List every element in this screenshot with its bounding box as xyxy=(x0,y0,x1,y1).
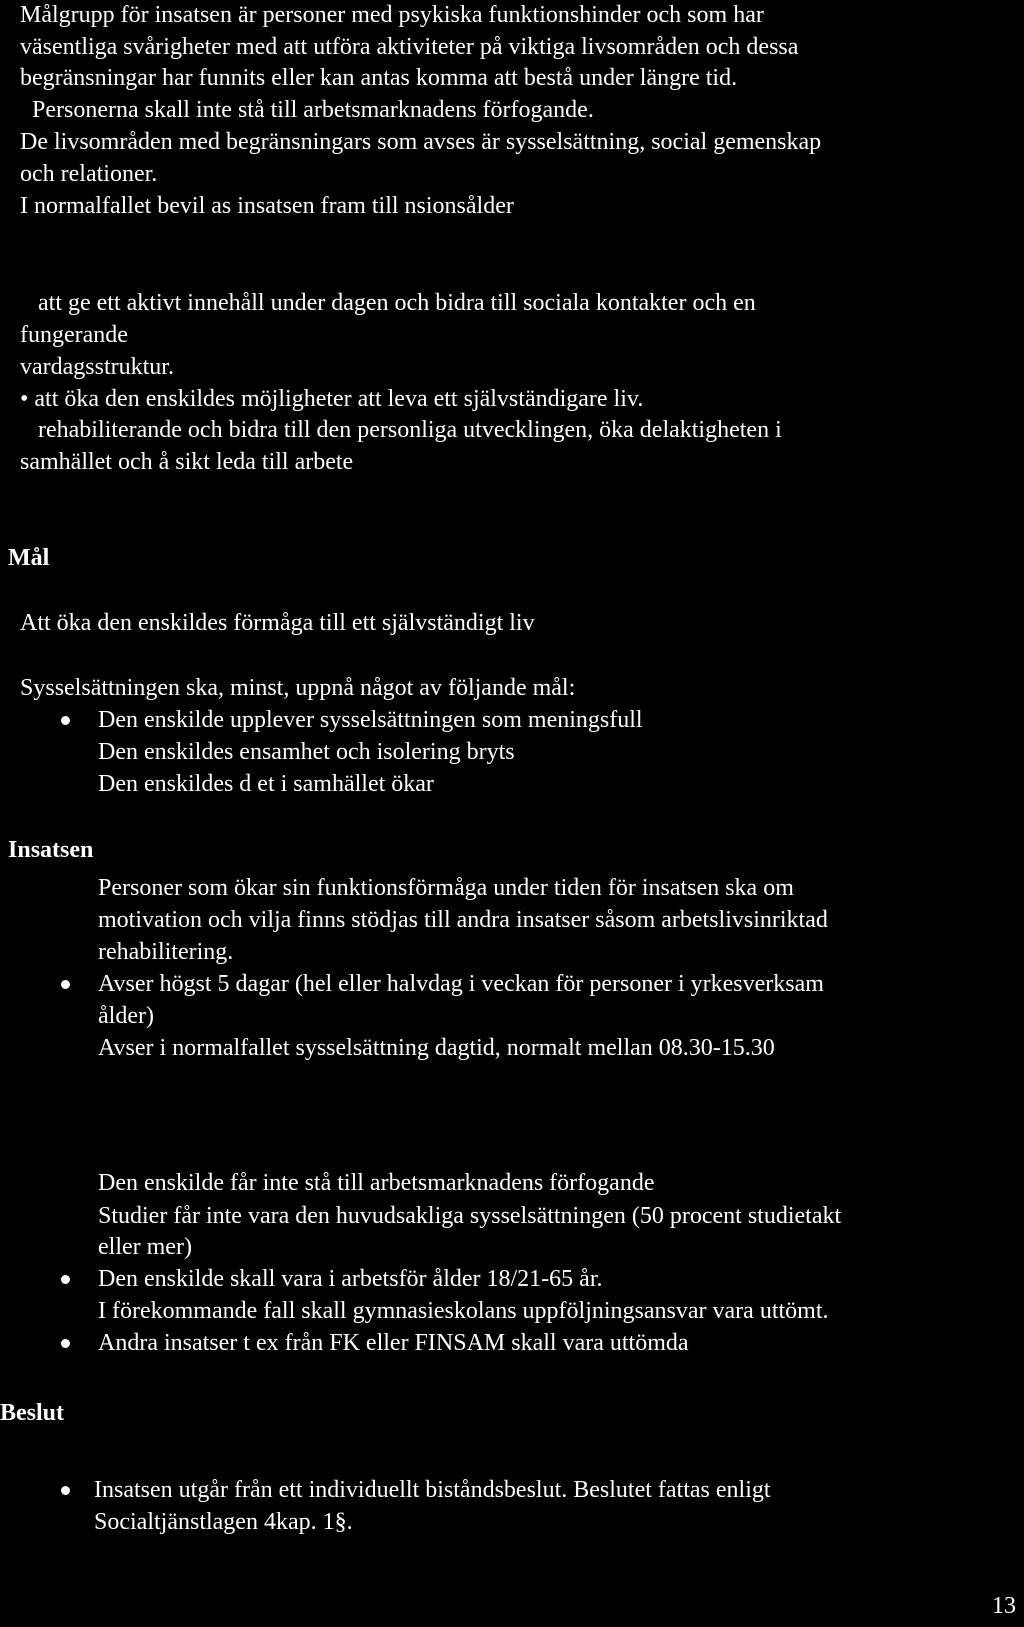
mal-list-item: Den enskilde upplever sysselsättningen som meningsfull xyxy=(98,707,643,733)
insatsen-line: Avser i normalfallet sysselsättning dagtid, normalt mellan 08.30-15.30 xyxy=(98,1035,775,1061)
insatsen-line: ålder) xyxy=(98,1003,154,1029)
insatsen-line: motivation och vilja finns stödjas till andra insatser såsom arbetslivsinriktad xyxy=(98,907,828,933)
condition-line: I förekommande fall skall gymnasieskolans uppföljningsansvar vara uttömt. xyxy=(98,1298,829,1324)
intro-line: begränsningar har funnits eller kan antas komma att bestå under längre tid. xyxy=(20,65,738,91)
section-heading-insatsen: Insatsen xyxy=(8,837,94,863)
intro-line: Målgrupp för insatsen är personer med psykiska funktionshinder och som har xyxy=(20,2,764,28)
condition-line: eller mer) xyxy=(98,1234,192,1260)
section-heading-mal: Mål xyxy=(8,545,50,571)
bullet-icon xyxy=(61,1339,70,1348)
section-heading-beslut: Beslut xyxy=(0,1400,65,1426)
bullet-icon xyxy=(61,716,70,725)
mal-list-item: Den enskildes ensamhet och isolering bryts xyxy=(98,739,515,765)
bullet-icon xyxy=(61,980,70,989)
insatsen-line: rehabilitering. xyxy=(98,939,234,965)
purpose-line: • att öka den enskildes möjligheter att leva ett självständigare liv. xyxy=(20,386,644,412)
purpose-line: fungerande xyxy=(20,322,128,348)
condition-line: Andra insatser t ex från FK eller FINSAM skall vara uttömda xyxy=(98,1330,689,1356)
mal-line: Att öka den enskildes förmåga till ett självständigt liv xyxy=(20,610,535,636)
purpose-line: att ge ett aktivt innehåll under dagen och bidra till sociala kontakter och en xyxy=(38,290,756,316)
beslut-line: Socialtjänstlagen 4kap. 1§. xyxy=(94,1509,353,1535)
condition-line: Den enskilde skall vara i arbetsför ålder 18/21-65 år. xyxy=(98,1266,603,1292)
insatsen-line: Avser högst 5 dagar (hel eller halvdag i veckan för personer i yrkesverksam xyxy=(98,971,824,997)
purpose-line: vardagsstruktur. xyxy=(20,354,174,380)
condition-line: Den enskilde får inte stå till arbetsmarknadens förfogande xyxy=(98,1170,655,1196)
intro-line: De livsområden med begränsningars som avses är sysselsättning, social gemenskap xyxy=(20,129,822,155)
purpose-line: rehabiliterande och bidra till den personliga utvecklingen, öka delaktigheten i xyxy=(38,417,782,443)
intro-line: och relationer. xyxy=(20,161,158,187)
intro-line: väsentliga svårigheter med att utföra aktiviteter på viktiga livsområden och dessa xyxy=(20,34,799,60)
condition-line: Studier får inte vara den huvudsakliga sysselsättningen (50 procent studietakt xyxy=(98,1203,842,1229)
mal-list-item: Den enskildes d et i samhället ökar xyxy=(98,771,434,797)
beslut-line: Insatsen utgår från ett individuellt biståndsbeslut. Beslutet fattas enligt xyxy=(94,1477,771,1503)
bullet-icon xyxy=(61,1275,70,1284)
purpose-line: samhället och å sikt leda till arbete xyxy=(20,449,354,475)
intro-line: Personerna skall inte stå till arbetsmarknadens förfogande. xyxy=(32,97,594,123)
mal-line: Sysselsättningen ska, minst, uppnå något av följande mål: xyxy=(20,675,576,701)
insatsen-line: Personer som ökar sin funktionsförmåga under tiden för insatsen ska om xyxy=(98,875,794,901)
bullet-icon xyxy=(61,1486,70,1495)
page-number: 13 xyxy=(992,1593,1016,1619)
intro-line: I normalfallet bevil as insatsen fram till nsionsålder xyxy=(20,193,514,219)
